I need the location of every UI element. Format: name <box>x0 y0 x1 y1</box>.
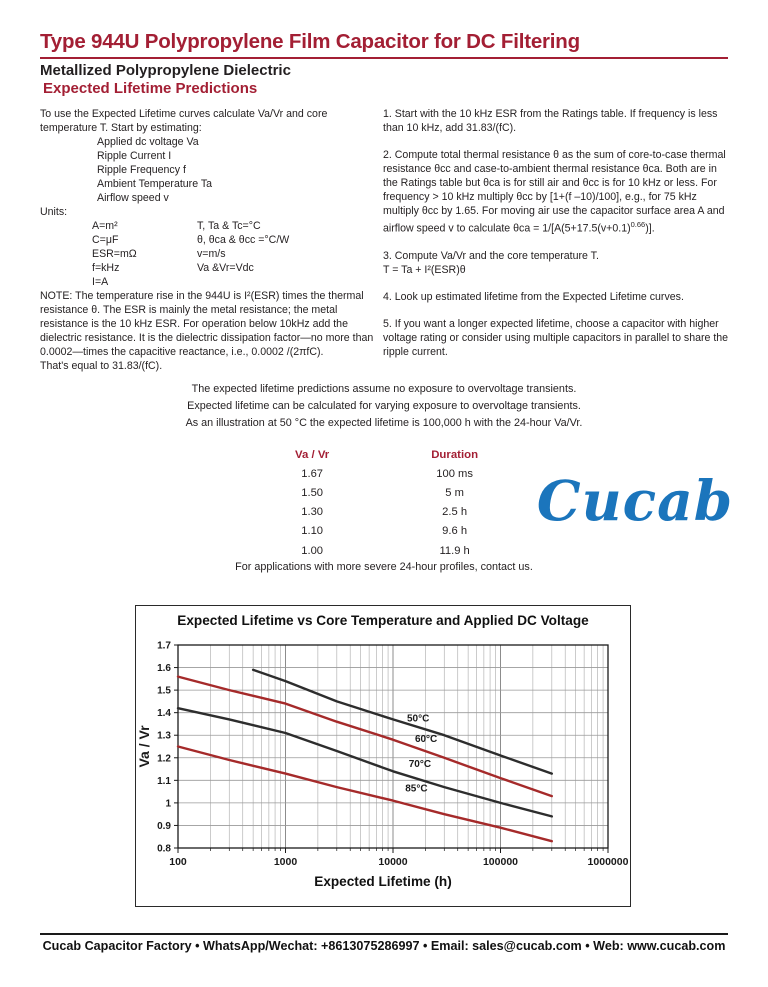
note-paragraph: NOTE: The temperature rise in the 944U is I²(ESR) times the thermal resistance θ. The ESR is mainly the metal resistance; the metal resistance is the 10 kHz ESR. For operation below 10kHz add the dielectric resistance. It is the dielectric dissipation factor—no more than 0.0002—times the capacitive reactance, i.e., 0.0002 /(2πfC). <box>40 290 374 358</box>
step-4: 4. Look up estimated lifetime from the Expected Lifetime curves. <box>383 290 684 303</box>
chart-title: Expected Lifetime vs Core Temperature and Applied DC Voltage <box>177 613 589 628</box>
svg-text:10000: 10000 <box>378 856 408 868</box>
va-vr-value: 1.30 <box>301 506 324 519</box>
unit-cell: T, Ta & Tc=°C <box>197 220 261 232</box>
unit-cell: Va &Vr=Vdc <box>197 262 254 274</box>
table-row <box>248 464 533 483</box>
step-2-text: 2. Compute total thermal resistance θ as the sum of core-to-case thermal resistance θcc and case-to-ambient thermal resistance θca. Both are in the Ratings table but θca is for still air and θcc is for 10 kHz or less. For frequency > 10 kHz multiply θcc by [1+(f –10)/100], e.g., for 75 kHz multiply θcc by 1.65. For moving air use the capacitor surface area A and airflow speed v to calculate θca = 1/[A(5+17.5(v+0.1) <box>383 149 726 235</box>
note-line: Expected lifetime can be calculated for varying exposure to overvoltage transients. <box>187 400 581 412</box>
curve-label-60°C: 60°C <box>414 733 438 745</box>
table-row <box>248 522 533 541</box>
title-rule <box>40 57 728 59</box>
left-column <box>40 107 378 373</box>
intro-paragraph: To use the Expected Lifetime curves calculate Va/Vr and core temperature T. Start by estimating: <box>40 108 328 134</box>
table-row <box>248 503 533 522</box>
unit-cell: f=kHz <box>92 262 120 274</box>
step-3-formula: T = Ta + I²(ESR)θ <box>383 263 466 276</box>
table-row <box>248 541 533 560</box>
estimate-item: Ripple Frequency f <box>97 164 186 176</box>
va-vr-value: 1.00 <box>301 544 324 557</box>
svg-text:100000: 100000 <box>482 856 519 868</box>
note-line: As an illustration at 50 °C the expected lifetime is 100,000 h with the 24-hour Va/Vr. <box>185 417 583 429</box>
unit-cell: C=μF <box>92 234 119 246</box>
duration-value: 5 m <box>445 486 464 499</box>
estimate-item: Ripple Current I <box>97 150 172 162</box>
page-title: Type 944U Polypropylene Film Capacitor for DC Filtering <box>40 30 580 53</box>
estimate-item: Applied dc voltage Va <box>97 136 199 148</box>
duration-value: 2.5 h <box>442 506 468 519</box>
lifetime-chart <box>135 605 631 907</box>
svg-text:1.4: 1.4 <box>157 708 171 720</box>
column-header: Va / Vr <box>295 448 330 461</box>
duration-value: 9.6 h <box>442 525 468 538</box>
dielectric-subtitle: Metallized Polypropylene Dielectric <box>40 62 291 79</box>
unit-cell: I=A <box>92 276 109 288</box>
unit-cell: θ, θca & θcc =°C/W <box>197 234 290 246</box>
units-row <box>40 261 378 275</box>
unit-cell: A=m² <box>92 220 118 232</box>
svg-text:1000: 1000 <box>273 856 298 868</box>
svg-text:0.8: 0.8 <box>157 843 171 855</box>
step-5: 5. If you want a longer expected lifetime, choose a capacitor with higher voltage rating or consider using multiple capacitors in parallel to share the ripple current. <box>383 317 729 358</box>
duration-value: 11.9 h <box>439 544 470 557</box>
svg-text:1.3: 1.3 <box>157 730 171 742</box>
curve-label-50°C: 50°C <box>407 713 430 725</box>
chart-plot-area <box>136 636 630 872</box>
column-header: Duration <box>431 448 479 461</box>
step-3 <box>383 249 731 277</box>
step-1: 1. Start with the 10 kHz ESR from the Ratings table. If frequency is less than 10 kHz, add 31.83/(fC). <box>383 108 718 134</box>
units-label: Units: <box>40 206 68 218</box>
step-2-close: )]. <box>645 222 655 235</box>
svg-text:100: 100 <box>169 856 187 868</box>
step-2-exponent: 0.66 <box>630 220 646 229</box>
curve-label-70°C: 70°C <box>408 758 432 770</box>
curve-label-85°C: 85°C <box>405 783 428 795</box>
va-vr-value: 1.50 <box>301 486 324 499</box>
table-header-row <box>248 445 533 464</box>
table-row <box>248 483 533 502</box>
step-2 <box>383 148 731 236</box>
overvoltage-note <box>0 381 768 432</box>
note-line: The expected lifetime predictions assume no exposure to overvoltage transients. <box>191 383 577 395</box>
svg-text:1.5: 1.5 <box>157 685 171 697</box>
svg-text:1000000: 1000000 <box>587 856 629 868</box>
step-3-line1: 3. Compute Va/Vr and the core temperature T. <box>383 249 599 262</box>
va-vr-duration-table <box>248 445 533 560</box>
estimate-item: Airflow speed v <box>97 192 169 204</box>
unit-cell <box>197 275 378 289</box>
svg-text:1.1: 1.1 <box>157 775 171 787</box>
svg-text:1.2: 1.2 <box>157 753 171 765</box>
header <box>40 30 730 97</box>
svg-text:1.7: 1.7 <box>157 640 171 652</box>
duration-value: 100 ms <box>436 467 473 480</box>
chart-y-axis-label: Va / Vr <box>136 725 152 768</box>
cucab-logo: Cucab <box>536 468 734 533</box>
svg-text:1: 1 <box>165 798 171 810</box>
svg-text:1.6: 1.6 <box>157 663 171 675</box>
unit-cell: v=m/s <box>197 248 226 260</box>
svg-text:0.9: 0.9 <box>157 820 171 832</box>
units-row <box>40 233 378 247</box>
note-equal: That's equal to 31.83/(fC). <box>40 360 163 372</box>
units-row <box>40 275 378 289</box>
units-row <box>40 247 378 261</box>
chart-x-axis-label: Expected Lifetime (h) <box>314 874 452 889</box>
va-vr-value: 1.10 <box>301 525 324 538</box>
footer-contact-line: Cucab Capacitor Factory • WhatsApp/Wechat: +8613075286997 • Email: sales@cucab.com • Web: www.cucab.com <box>42 939 726 953</box>
units-row <box>40 219 378 233</box>
section-title: Expected Lifetime Predictions <box>43 80 258 97</box>
right-column <box>383 107 731 372</box>
unit-cell: ESR=mΩ <box>92 248 137 260</box>
footer-rule <box>40 933 728 935</box>
estimate-item: Ambient Temperature Ta <box>97 178 213 190</box>
va-vr-value: 1.67 <box>301 467 324 480</box>
contact-note: For applications with more severe 24-hour profiles, contact us. <box>235 561 533 573</box>
